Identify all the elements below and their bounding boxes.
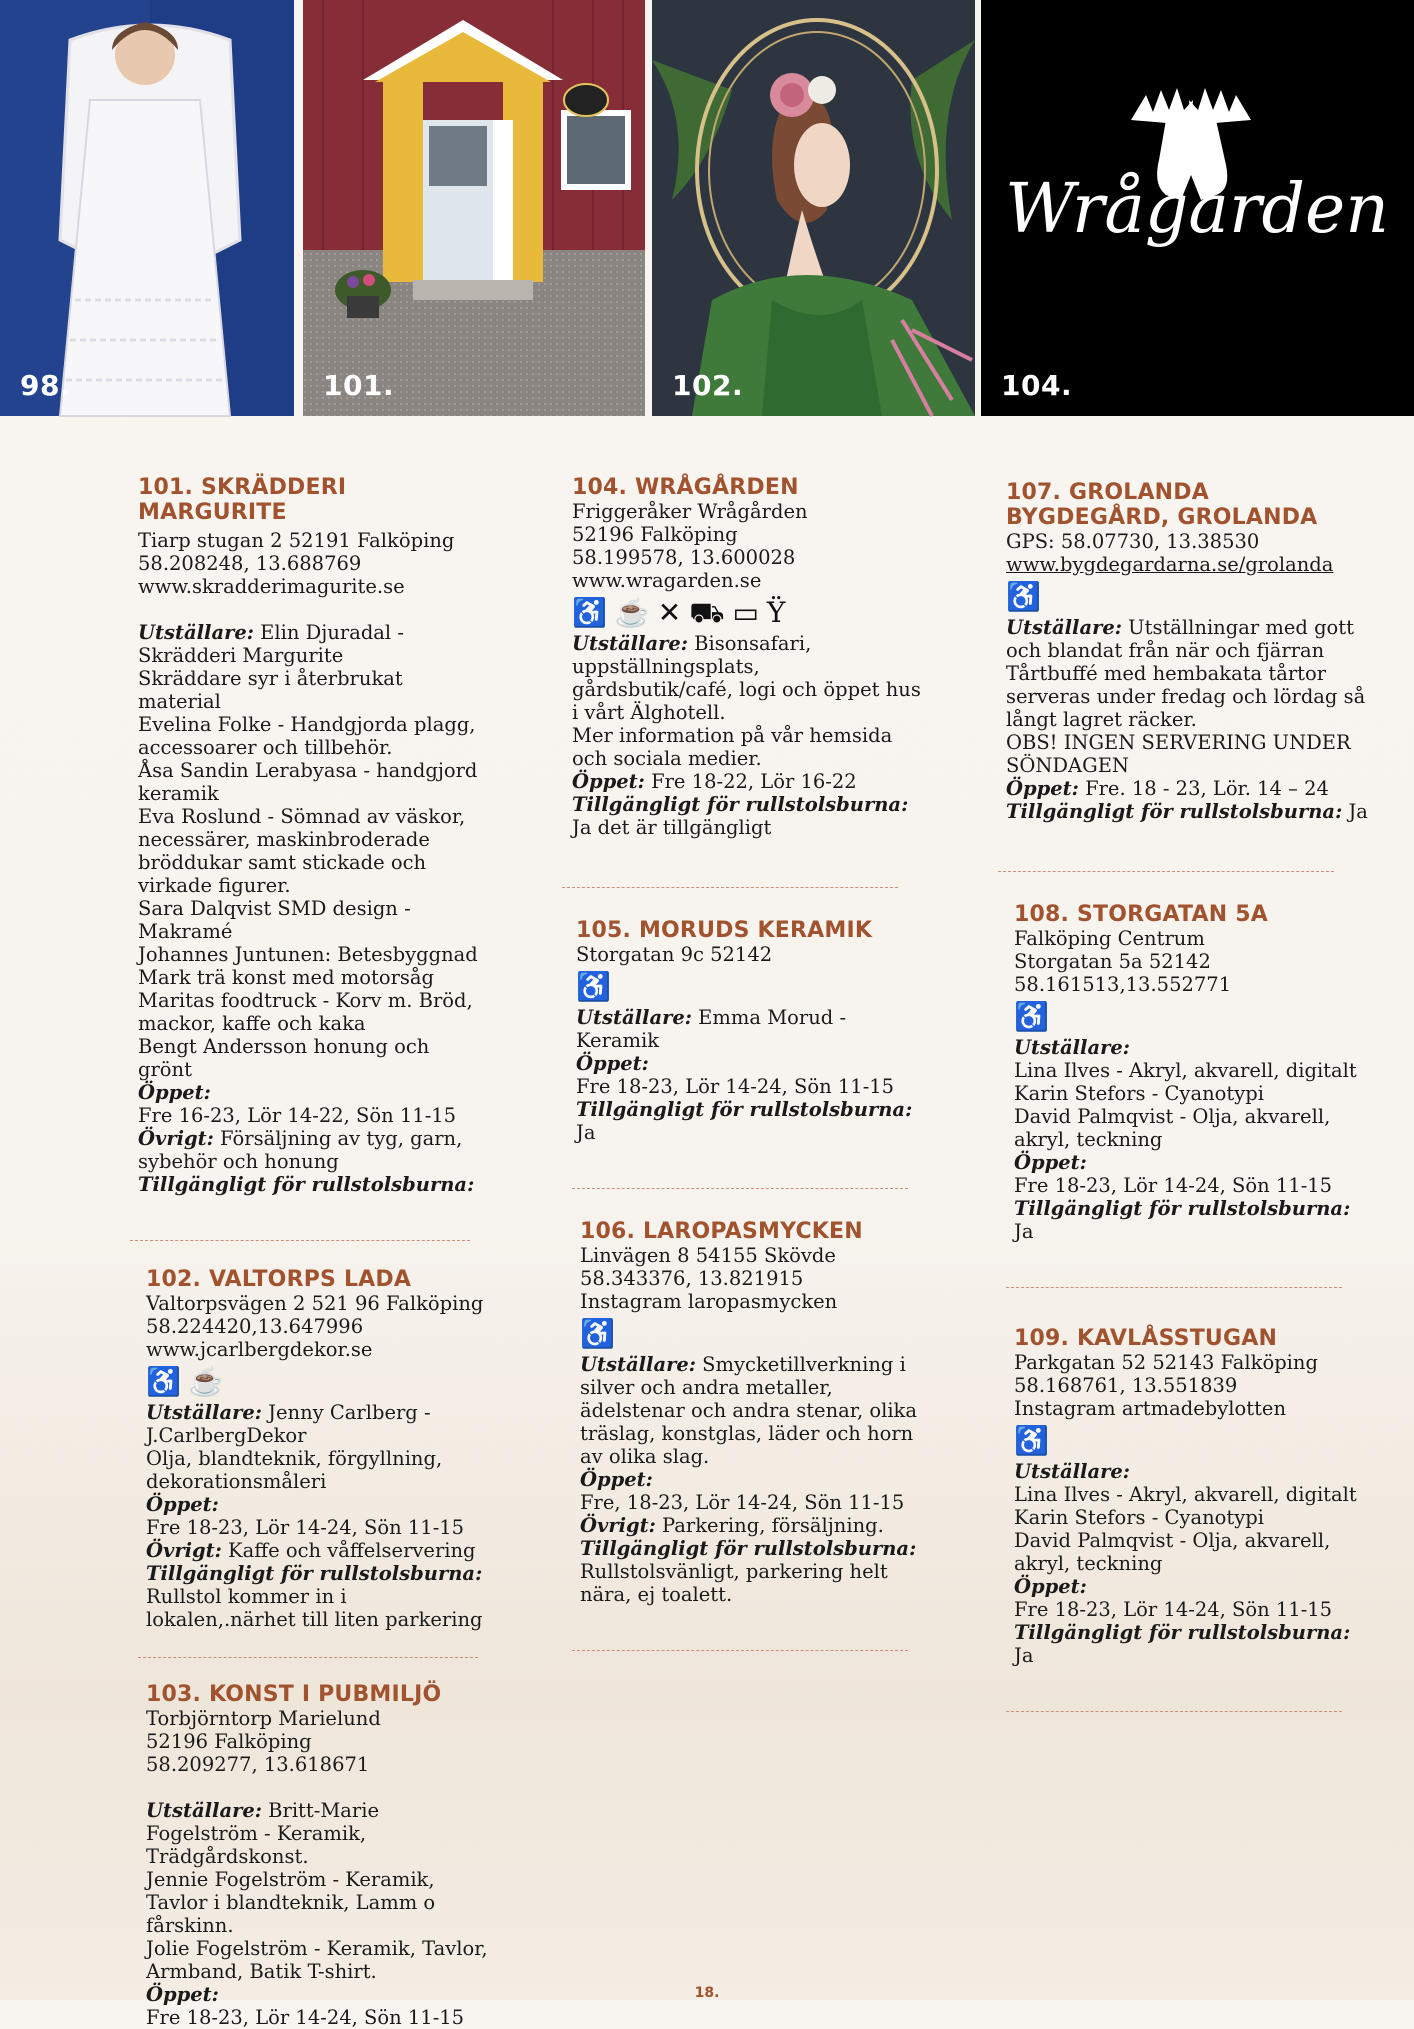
amenity-icons	[572, 596, 922, 630]
wheelchair-icon: ♿	[576, 970, 611, 1003]
other-label: Övrigt:	[138, 1127, 214, 1150]
moose-logo-icon	[981, 0, 1414, 416]
entry-title: 103. KONST I PUBMILJÖ	[146, 1682, 442, 1707]
divider	[572, 1188, 908, 1189]
entry-108	[1014, 902, 1368, 1243]
entry-title: 107. GROLANDA BYGDEGÅRD, GROLANDA	[1006, 480, 1318, 530]
column-left	[138, 475, 488, 2029]
address: Valtorpsvägen 2 521 96 Falköping	[146, 1292, 484, 1315]
cutlery-icon: ✕	[657, 596, 682, 629]
wheelchair-icon: ♿	[572, 596, 607, 629]
entry-body	[1014, 1351, 1368, 1667]
photo-christening-gown	[0, 0, 294, 416]
accessibility-label: Tillgängligt för rullstolsburna:	[572, 793, 909, 816]
entry-title: 102. VALTORPS LADA	[146, 1267, 412, 1292]
gps-coordinates: 58.168761, 13.551839	[1014, 1374, 1238, 1397]
accessibility-label: Tillgängligt för rullstolsburna:	[1014, 1197, 1351, 1220]
amenity-icons	[576, 970, 922, 1004]
gps-coordinates: 58.208248, 13.688769	[138, 552, 362, 575]
gps-coordinates: GPS: 58.07730, 13.38530	[1006, 530, 1260, 553]
entry-title: 104. WRÅGÅRDEN	[572, 475, 799, 500]
accessibility-info: Rullstol kommer in i lokalen,.närhet till liten parkering	[146, 1585, 483, 1631]
opening-label: Öppet:	[146, 1493, 219, 1516]
entry-title: 105. MORUDS KERAMIK	[576, 918, 873, 943]
entry-105	[576, 918, 922, 1144]
exhibitors-label: Utställare:	[576, 1006, 692, 1029]
opening-label: Öppet:	[138, 1081, 211, 1104]
entry-title: 101. SKRÄDDERI MARGURITE	[138, 475, 347, 525]
website: www.jcarlbergdekor.se	[146, 1338, 373, 1361]
entry-104	[572, 475, 922, 839]
wheelchair-icon: ♿	[580, 1317, 615, 1350]
accessibility-info: Rullstolsvänligt, parkering helt nära, ej toalett.	[580, 1560, 888, 1606]
opening-label: Öppet:	[146, 1983, 219, 2006]
exhibitors-list: Lina Ilves - Akryl, akvarell, digitalt Karin Stefors - Cyanotypi David Palmqvist - Olja, akvarell, akryl, teckning	[1014, 1059, 1357, 1151]
exhibitors-label: Utställare:	[138, 621, 254, 644]
wheelchair-icon: ♿	[1006, 580, 1041, 613]
amenity-icons	[146, 1365, 488, 1399]
opening-hours: Fre 18-23, Lör 14-24, Sön 11-15	[1014, 1598, 1333, 1621]
woman-illustration	[652, 0, 975, 416]
address: Friggeråker Wrågården 52196 Falköping	[572, 500, 808, 546]
exhibitors: Utställningar med gott och blandat från när och fjärran Tårtbuffé med hembakata tårtor serveras under fredag och lördag så långt lagret räcker. OBS! INGEN SERVERING UNDER SÖNDAGEN	[1006, 616, 1366, 777]
opening-hours: Fre 18-22, Lör 16-22	[644, 770, 857, 793]
entry-body	[576, 943, 922, 1144]
opening-label: Öppet:	[1014, 1575, 1087, 1598]
website: www.wragarden.se	[572, 569, 762, 592]
accessibility-info: Ja	[576, 1121, 596, 1144]
other-label: Övrigt:	[580, 1514, 656, 1537]
opening-hours: Fre 18-23, Lör 14-24, Sön 11-15	[576, 1075, 895, 1098]
wheelchair-icon: ♿	[1014, 1000, 1049, 1033]
opening-label: Öppet:	[580, 1468, 653, 1491]
entry-title: 109. KAVLÅSSTUGAN	[1014, 1326, 1278, 1351]
gps-coordinates: 58.199578, 13.600028	[572, 546, 796, 569]
amenity-icons	[1006, 580, 1368, 614]
address: Storgatan 9c 52142	[576, 943, 773, 966]
column-middle	[572, 475, 922, 1651]
amenity-icons	[1014, 1424, 1368, 1458]
exhibitors-label: Utställare:	[146, 1401, 262, 1424]
exhibitors-list: Jennie Fogelström - Keramik, Tavlor i blandteknik, Lamm o fårskinn. Jolie Fogelström - Keramik, Tavlor, Armband, Batik T-shirt.	[146, 1868, 488, 1983]
website: Instagram laropasmycken	[580, 1290, 838, 1313]
exhibitors-label: Utställare:	[580, 1353, 696, 1376]
photo-skradderi-entrance	[303, 0, 645, 416]
other-info: Parkering, försäljning.	[655, 1514, 884, 1537]
opening-hours: Fre 18-23, Lör 14-24, Sön 11-15	[146, 2006, 465, 2029]
wheelchair-icon: ♿	[146, 1365, 181, 1398]
accessibility-info: Ja det är tillgängligt	[572, 816, 772, 839]
accessibility-label: Tillgängligt för rullstolsburna:	[1014, 1621, 1351, 1644]
divider	[1006, 1711, 1342, 1712]
exhibitors: Jenny Carlberg - J.CarlbergDekor	[146, 1401, 431, 1447]
wheelchair-icon: ♿	[1014, 1424, 1049, 1457]
opening-hours: Fre 16-23, Lör 14-22, Sön 11-15	[138, 1104, 457, 1127]
entry-107	[1006, 480, 1368, 823]
website: www.skradderimagurite.se	[138, 575, 405, 598]
exhibitors-list: Skräddare syr i återbrukat material Evelina Folke - Handgjorda plagg, accessoarer och tillbehör. Åsa Sandin Lerabyasa - handgjord keramik Eva Roslund - Sömnad av väskor, necessärer, maskinbroderade bröddukar samt stickade och virkade figurer. Sara Dalqvist SMD design -Makramé Johannes Juntunen: Betesbyggnad Mark trä konst med motorsåg Maritas foodtruck - Korv m. Bröd, mackor, kaffe och kaka Bengt Andersson honung och grönt	[138, 667, 478, 1081]
divider	[138, 1657, 478, 1658]
gps-coordinates: 58.343376, 13.821915	[580, 1267, 804, 1290]
photo-number: 102.	[672, 369, 744, 402]
exhibitors-label: Utställare:	[1014, 1460, 1130, 1483]
entry-109	[1014, 1326, 1368, 1667]
photo-strip	[0, 0, 1414, 416]
address: Linvägen 8 54155 Skövde	[580, 1244, 836, 1267]
bed-icon: ▭	[732, 596, 759, 629]
page-number: 18.	[694, 1985, 720, 2001]
camper-icon: ⛟	[689, 596, 725, 629]
entry-body	[138, 529, 488, 1196]
entry-body	[572, 500, 922, 839]
entry-body	[580, 1244, 922, 1606]
exhibitors-label: Utställare:	[1014, 1036, 1130, 1059]
accessibility-info: Ja	[1014, 1644, 1034, 1667]
wine-icon: Ÿ	[766, 596, 786, 629]
accessibility-info: Ja	[1014, 1220, 1034, 1243]
divider	[572, 1650, 908, 1651]
opening-label: Öppet:	[572, 770, 645, 793]
opening-hours: Fre, 18-23, Lör 14-24, Sön 11-15	[580, 1491, 905, 1514]
accessibility-info: Ja	[1342, 800, 1368, 823]
entry-title: 108. STORGATAN 5A	[1014, 902, 1268, 927]
website-link[interactable]: www.bygdegardarna.se/grolanda	[1006, 553, 1334, 576]
exhibitors: Britt-Marie Fogelström - Keramik, Trädgårdskonst.	[146, 1799, 380, 1868]
divider	[562, 887, 898, 888]
exhibitors: Smycketillverkning i silver och andra metaller, ädelstenar och andra stenar, olika träslag, konstglas, läder och horn av olika slag.	[580, 1353, 918, 1468]
other-info: Försäljning av tyg, garn, sybehör och honung	[138, 1127, 463, 1173]
gps-coordinates: 58.224420,13.647996	[146, 1315, 364, 1338]
website: Instagram artmadebylotten	[1014, 1397, 1287, 1420]
entry-body	[1014, 927, 1368, 1243]
accessibility-label: Tillgängligt för rullstolsburna:	[1006, 800, 1343, 823]
divider	[998, 871, 1334, 872]
address: Falköping Centrum Storgatan 5a 52142	[1014, 927, 1211, 973]
exhibitors-list: Olja, blandteknik, förgyllning, dekorationsmåleri	[146, 1447, 443, 1493]
amenity-icons	[1014, 1000, 1368, 1034]
exhibitors-label: Utställare:	[1006, 616, 1122, 639]
accessibility-label: Tillgängligt för rullstolsburna:	[576, 1098, 913, 1121]
address: Parkgatan 52 52143 Falköping	[1014, 1351, 1318, 1374]
accessibility-label: Tillgängligt för rullstolsburna:	[580, 1537, 917, 1560]
entry-103	[146, 1682, 488, 2029]
gps-coordinates: 58.209277, 13.618671	[146, 1753, 370, 1776]
exhibitors: Elin Djuradal - Skrädderi Margurite	[138, 621, 404, 667]
coffee-icon: ☕	[614, 596, 650, 629]
opening-label: Öppet:	[1014, 1151, 1087, 1174]
entry-101	[138, 475, 488, 1196]
coffee-icon: ☕	[188, 1365, 224, 1398]
column-right	[1006, 480, 1368, 1712]
entry-body	[146, 1292, 488, 1631]
amenity-icons	[580, 1317, 922, 1351]
christening-gown-illustration	[0, 0, 294, 416]
opening-hours: Fre 18-23, Lör 14-24, Sön 11-15	[146, 1516, 465, 1539]
address: Tiarp stugan 2 52191 Falköping	[138, 529, 455, 552]
exhibitors: Emma Morud - Keramik	[576, 1006, 847, 1052]
entry-106	[580, 1219, 922, 1606]
photo-number: 104.	[1001, 369, 1073, 402]
entry-title: 106. LAROPASMYCKEN	[580, 1219, 863, 1244]
gps-coordinates: 58.161513,13.552771	[1014, 973, 1232, 996]
other-info: Kaffe och våffelservering	[221, 1539, 476, 1562]
opening-label: Öppet:	[1006, 777, 1079, 800]
divider	[130, 1240, 470, 1241]
exhibitors-label: Utställare:	[572, 632, 688, 655]
photo-illustrated-woman	[652, 0, 975, 416]
photo-wragarden-logo	[981, 0, 1414, 416]
opening-label: Öppet:	[576, 1052, 649, 1075]
opening-hours: Fre 18-23, Lör 14-24, Sön 11-15	[1014, 1174, 1333, 1197]
entry-102	[146, 1267, 488, 1631]
entry-body	[1006, 530, 1368, 823]
other-label: Övrigt:	[146, 1539, 222, 1562]
logo-text: Wrågården	[1004, 170, 1390, 249]
photo-number: 101.	[323, 369, 395, 402]
address: Torbjörntorp Marielund 52196 Falköping	[146, 1707, 381, 1753]
exhibitors: Bisonsafari, uppställningsplats, gårdsbutik/café, logi och öppet hus i vårt Älghotell. Mer information på vår hemsida och sociala medier.	[572, 632, 921, 770]
building-entrance-illustration	[303, 0, 645, 416]
accessibility-label: Tillgängligt för rullstolsburna:	[138, 1173, 475, 1196]
entry-body	[146, 1707, 488, 2029]
opening-hours: Fre. 18 - 23, Lör. 14 – 24	[1078, 777, 1329, 800]
photo-number: 98.	[20, 369, 72, 402]
divider	[1006, 1287, 1342, 1288]
accessibility-label: Tillgängligt för rullstolsburna:	[146, 1562, 483, 1585]
exhibitors-label: Utställare:	[146, 1799, 262, 1822]
exhibitors-list: Lina Ilves - Akryl, akvarell, digitalt Karin Stefors - Cyanotypi David Palmqvist - Olja, akvarell, akryl, teckning	[1014, 1483, 1357, 1575]
